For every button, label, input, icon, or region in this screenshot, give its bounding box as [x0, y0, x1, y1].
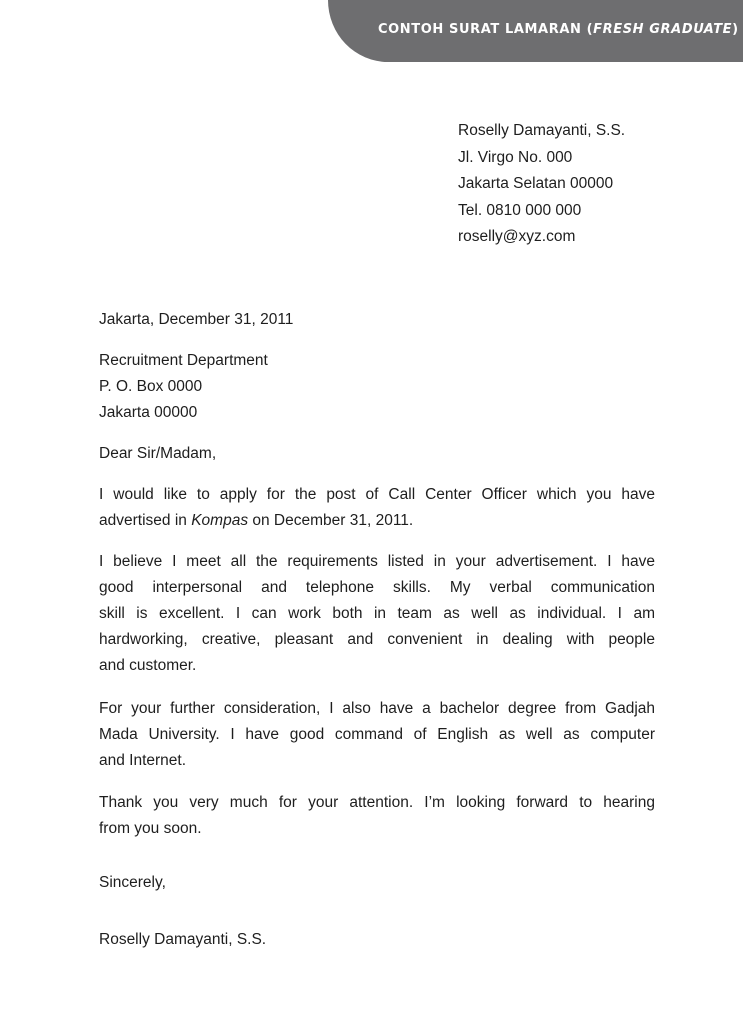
- paragraph-2-line: good interpersonal and telephone skills. My verbal communication: [99, 579, 655, 596]
- paragraph-1: [99, 482, 655, 534]
- page-header-title: [378, 22, 739, 37]
- paragraph-3-line: and Internet.: [99, 752, 187, 769]
- salutation: Dear Sir/Madam,: [99, 445, 217, 462]
- paragraph-1-line-1: I would like to apply for the post of Call Center Officer which you have: [99, 486, 655, 503]
- sender-address: [458, 118, 625, 251]
- closing: Sincerely,: [99, 874, 166, 891]
- sender-city: Jakarta Selatan 00000: [458, 175, 614, 192]
- recipient-department: Recruitment Department: [99, 352, 268, 369]
- sender-phone: Tel. 0810 000 000: [458, 201, 582, 219]
- recipient-city: Jakarta 00000: [99, 404, 198, 421]
- header-title-italic: FRESH GRADUATE: [593, 22, 733, 37]
- paragraph-4-line: from you soon.: [99, 820, 202, 837]
- paragraph-2-line: I believe I meet all the requirements listed in your advertisement. I have: [99, 553, 655, 570]
- paragraph-1-line-2-post: on December 31, 2011.: [248, 512, 414, 529]
- paragraph-1-line-2: [99, 508, 655, 534]
- sender-name: Roselly Damayanti, S.S.: [458, 122, 626, 139]
- paragraph-3-line: Mada University. I have good command of English as well as computer: [99, 726, 655, 743]
- header-title-prefix: CONTOH SURAT LAMARAN (: [378, 22, 594, 37]
- paragraph-2: [99, 549, 655, 679]
- paragraph-2-line: and customer.: [99, 657, 197, 674]
- sender-email: roselly@xyz.com: [458, 228, 576, 245]
- paragraph-4: [99, 790, 655, 842]
- header-title-suffix: ): [732, 22, 739, 37]
- recipient-address: [99, 348, 268, 426]
- signature-name: Roselly Damayanti, S.S.: [99, 931, 267, 948]
- sender-street: Jl. Virgo No. 000: [458, 148, 573, 166]
- paragraph-3-line: For your further consideration, I also have a bachelor degree from Gadjah: [99, 700, 655, 717]
- paragraph-1-line-2-pre: advertised in: [99, 512, 192, 529]
- date-line: Jakarta, December 31, 2011: [99, 311, 294, 328]
- recipient-pobox: P. O. Box 0000: [99, 378, 203, 395]
- paragraph-2-line: skill is excellent. I can work both in team as well as individual. I am: [99, 605, 655, 622]
- paragraph-2-line: hardworking, creative, pleasant and convenient in dealing with people: [99, 631, 655, 648]
- paragraph-3: [99, 696, 655, 774]
- paragraph-4-line: Thank you very much for your attention. I’m looking forward to hearing: [99, 794, 655, 811]
- publication-name: Kompas: [191, 512, 249, 529]
